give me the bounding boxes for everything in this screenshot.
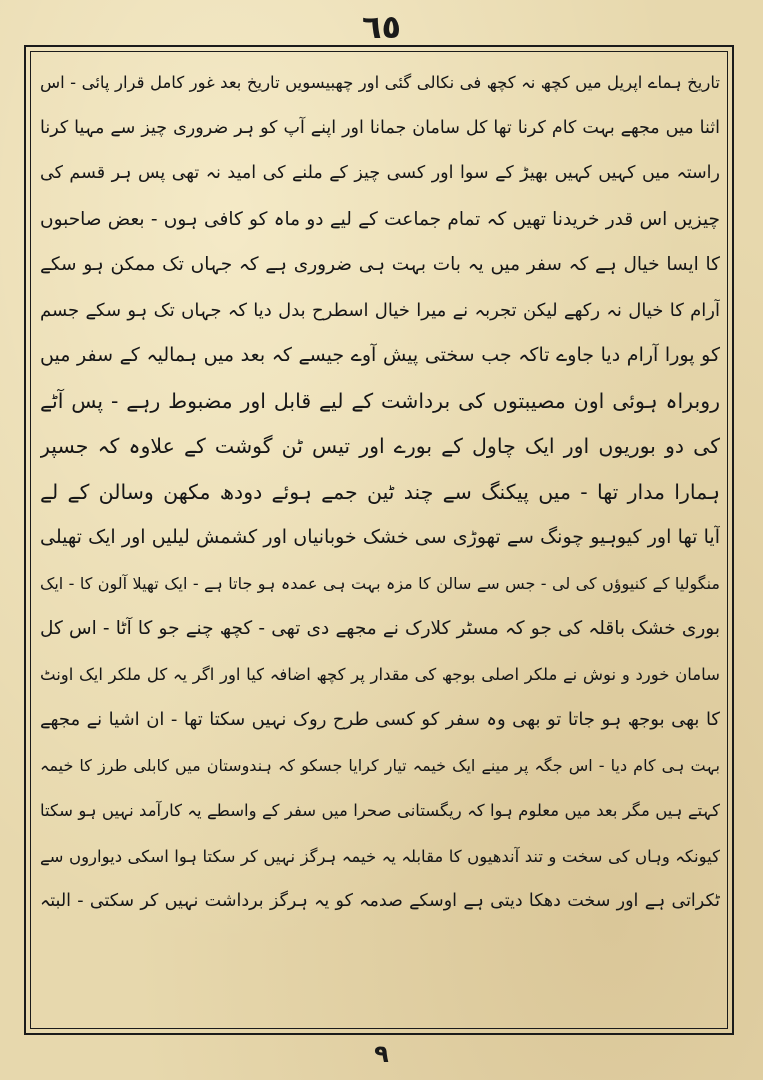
text-line: کیونکہ وہاں کی سخت و تند آندھیوں کا مقابلہ یہ خیمہ ہرگز نہیں کر سکتا ہوا اسکی دیواروں سے [40, 846, 720, 866]
text-line: بوری خشک باقلہ کی جو کہ مسٹر کلارک نے مجھے دی تھی - کچھ چنے جو کا آٹا - اس کل [40, 618, 720, 639]
text-line: تاریخ ہماے اپریل میں کچھ نہ کچھ فی نکالی گئی اور چھبیسویں تاریخ بعد غور کامل قرار پائی - اس [40, 73, 720, 92]
text-line: منگولیا کے کنیوؤں کی لی - جس سے سالن کا مزہ بہت ہی عمدہ ہو جاتا ہے - ایک تھیلا آلون کا - ایک [40, 573, 720, 593]
text-line: کا بھی بوجھ ہو جاتا تو بھی وہ سفر کو کسی طرح روک نہیں سکتا تھا - ان اشیا نے مجھے [40, 709, 720, 730]
text-line: سامان خورد و نوش نے ملکر اصلی بوجھ کی مقدار پر کچھ اضافہ کیا اور اگر یہ کل ملکر ایک اونٹ [40, 664, 720, 684]
text-line: آرام کا خیال نہ رکھے لیکن تجربہ نے میرا خیال اسطرح بدل دیا کہ جہاں تک ہو سکے جسم [40, 299, 720, 321]
text-line: اثنا میں مجھے بہت کام کرنا تھا کل سامان جمانا اور اپنے آپ کو ہر ضروری چیز سے مہیا کرنا [40, 117, 720, 138]
text-line: کو پورا آرام دیا جاوے تاکہ جب سختی پیش آوے جیسے کہ بعد میں ہمالیہ کے سفر میں [40, 344, 720, 366]
text-line: آیا تھا اور کیوہیو چونگ سے تھوڑی سی خشک خوبانیاں اور کشمش لیلیں اور ایک تھیلی [40, 526, 720, 548]
page-number-bottom: ٩ [374, 1040, 389, 1068]
text-line: ٹکراتی ہے اور سخت دھکا دیتی ہے اوسکے صدمہ کو یہ ہرگز برداشت نہیں کر سکتی - البتہ [40, 891, 720, 911]
text-line: کہتے ہیں مگر بعد میں معلوم ہوا کہ ریگستانی صحرا میں سفر کے واسطے یہ کارآمد نہیں ہو سکتا [40, 801, 720, 820]
text-line: ہمارا مدار تھا - میں پیکنگ سے چند ٹین جمے ہوئے دودھ مکھن وسالن کے لے [40, 479, 720, 504]
text-line: راستہ میں کہیں کہیں بھیڑ کے سوا اور کسی چیز کے ملنے کی امید نہ تھی پس ہر قسم کی [40, 163, 720, 183]
body-text [40, 60, 720, 1025]
text-line: روبراہ ہوئی اون مصیبتوں کی برداشت کے لیے قابل اور مضبوط رہے - پس آٹے [40, 388, 720, 413]
text-line: چیزیں اس قدر خریدنا تھیں کہ تمام جماعت کے لیے دو ماہ کو کافی ہوں - بعض صاحبوں [40, 208, 720, 230]
text-line: بہت ہی کام دیا - اس جگہ پر مینے ایک خیمہ تیار کرایا جسکو کہ ہندوستان میں کابلی طرز کا خیمہ [40, 755, 720, 775]
text-line: کا ایسا خیال ہے کہ سفر میں یہ بات بہت ہی ضروری ہے کہ جہاں تک ممکن ہو سکے [40, 254, 720, 275]
page-number-top: ٦٥ [361, 8, 402, 46]
text-line: کی دو بوریوں اور ایک چاول کے بورے اور تیس ٹن گوشت کے علاوہ کہ جسپر [40, 434, 720, 458]
